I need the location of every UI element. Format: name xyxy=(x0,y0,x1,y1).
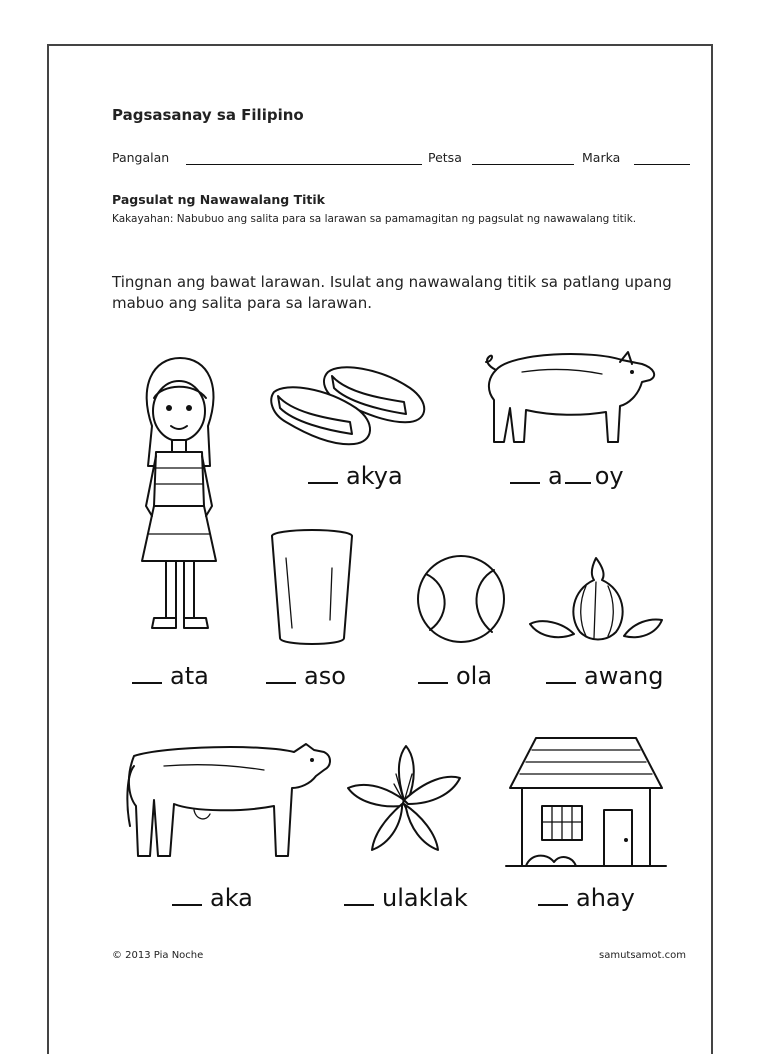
name-field-line[interactable] xyxy=(186,164,422,165)
answer-blank[interactable] xyxy=(344,886,374,906)
word-baso xyxy=(266,662,346,690)
date-field-line[interactable] xyxy=(472,164,574,165)
section-subtitle: Pagsulat ng Nawawalang Titik xyxy=(112,192,325,207)
word-text-end: oy xyxy=(594,462,624,490)
cow-icon xyxy=(124,736,334,866)
answer-blank-inner[interactable] xyxy=(565,464,591,484)
slippers-icon xyxy=(270,362,430,452)
word-sakya xyxy=(308,462,403,490)
pig-icon xyxy=(482,350,658,450)
word-bola xyxy=(418,662,492,690)
copyright: © 2013 Pia Noche xyxy=(112,950,204,961)
word-bawang xyxy=(546,662,664,690)
word-text: ata xyxy=(170,662,209,690)
answer-blank[interactable] xyxy=(538,886,568,906)
glass-icon xyxy=(270,528,354,648)
score-field-line[interactable] xyxy=(634,164,690,165)
word-bahay xyxy=(538,884,635,912)
answer-blank[interactable] xyxy=(418,664,448,684)
answer-blank[interactable] xyxy=(172,886,202,906)
answer-blank[interactable] xyxy=(266,664,296,684)
skill-description: Kakayahan: Nabubuo ang salita para sa larawan sa pamamagitan ng pagsulat ng nawawalang titik. xyxy=(112,213,637,225)
word-text: ahay xyxy=(576,884,635,912)
name-label: Pangalan xyxy=(112,150,170,165)
instructions: Tingnan ang bawat larawan. Isulat ang nawawalang titik sa patlang upang mabuo ang salita para sa larawan. xyxy=(112,273,672,312)
student-info-row xyxy=(112,150,690,170)
worksheet-title: Pagsasanay sa Filipino xyxy=(112,106,304,124)
flower-icon xyxy=(346,744,462,854)
ball-icon xyxy=(416,552,506,646)
word-bulaklak xyxy=(344,884,468,912)
word-bata xyxy=(132,662,209,690)
date-label: Petsa xyxy=(428,150,462,165)
score-label: Marka xyxy=(582,150,621,165)
garlic-icon xyxy=(528,556,664,642)
word-text-start: a xyxy=(548,462,563,490)
word-text: ola xyxy=(456,662,493,690)
word-text: awang xyxy=(584,662,664,690)
girl-icon xyxy=(128,356,228,646)
answer-blank[interactable] xyxy=(132,664,162,684)
site-link[interactable]: samutsamot.com xyxy=(599,950,686,961)
answer-blank[interactable] xyxy=(308,464,338,484)
word-text: aka xyxy=(210,884,253,912)
word-text: aso xyxy=(304,662,346,690)
house-icon xyxy=(506,736,666,870)
word-baka xyxy=(172,884,253,912)
answer-blank[interactable] xyxy=(510,464,540,484)
word-text: ulaklak xyxy=(382,884,468,912)
word-text: akya xyxy=(346,462,403,490)
word-baboy xyxy=(510,462,624,490)
answer-blank[interactable] xyxy=(546,664,576,684)
